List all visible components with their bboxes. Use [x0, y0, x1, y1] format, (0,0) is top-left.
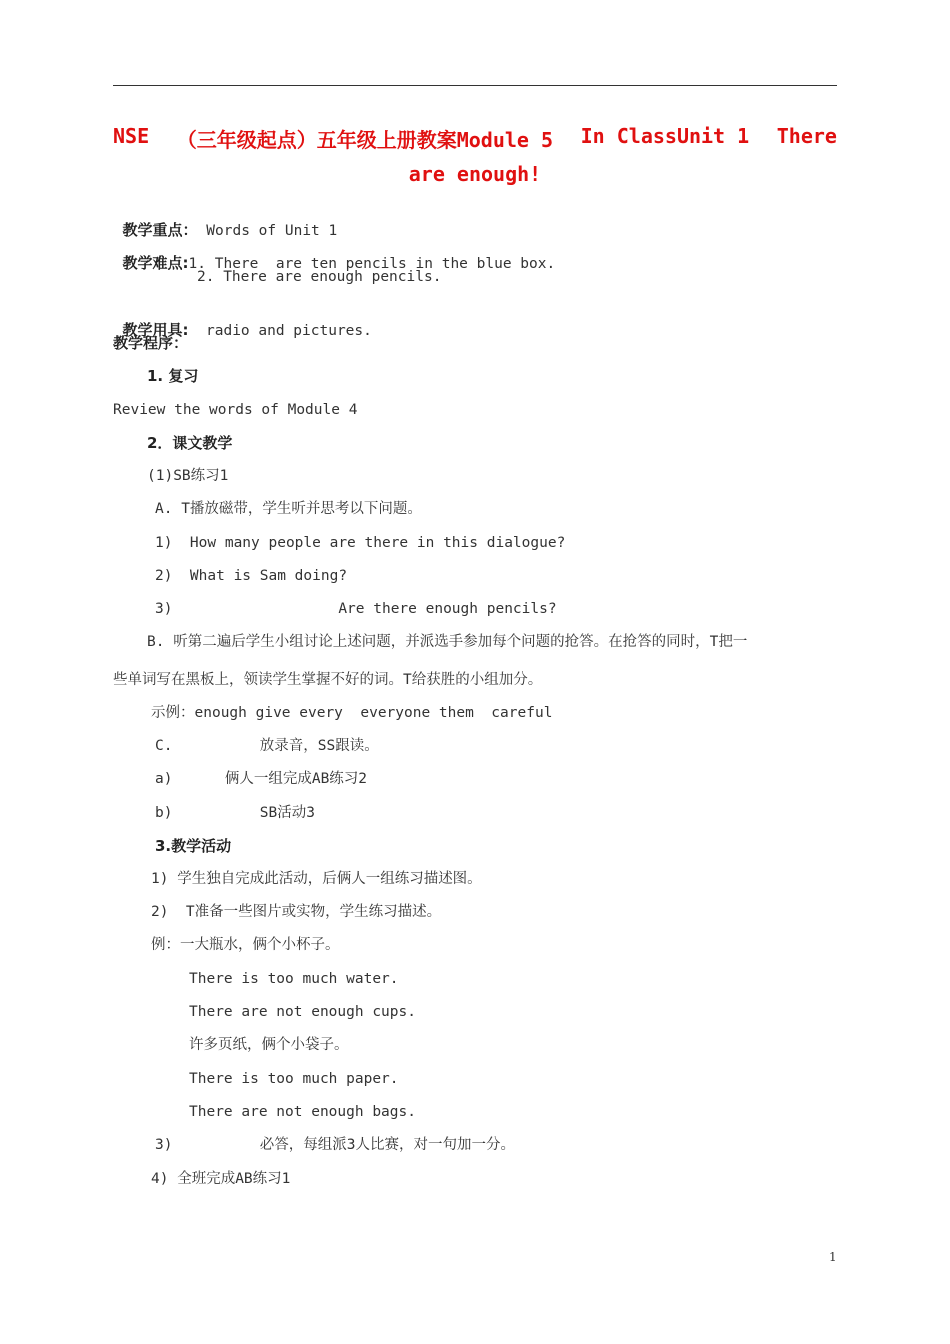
example-sentence-1: There is too much water.	[189, 971, 399, 987]
difficulty-label: 教学难点:	[122, 254, 189, 272]
title-part-4: There	[776, 124, 837, 148]
section-2-c: C. 放录音，SS跟读。	[155, 738, 379, 754]
section-2-a: A. T播放磁带，学生听并思考以下问题。	[155, 501, 422, 517]
procedure-label: 教学程序：	[113, 334, 189, 352]
section-3-item-2: 2) T准备一些图片或实物，学生练习描述。	[151, 904, 442, 920]
section-2-heading: 2．课文教学	[147, 434, 233, 452]
document-title-line2: are enough!	[408, 162, 542, 186]
section-3-item-1: 1) 学生独自完成此活动，后俩人一组练习描述图。	[151, 871, 482, 887]
difficulty-item-1: 1. There are ten pencils in the blue box.	[188, 256, 556, 272]
focus-value: Words of Unit 1	[197, 223, 338, 239]
difficulty-item-2: 2. There are enough pencils.	[197, 269, 442, 285]
question-1: 1) How many people are there in this dialogue?	[155, 535, 566, 551]
tools-value: radio and pictures.	[188, 323, 372, 339]
header-rule	[113, 85, 837, 86]
title-part-3: In ClassUnit 1	[580, 124, 750, 148]
section-1-heading: 1. 复习	[147, 367, 199, 385]
example-sentence-5: There are not enough bags.	[189, 1104, 416, 1120]
section-2-b-small: b) SB活动3	[155, 805, 315, 821]
example-sentence-2: There are not enough cups.	[189, 1004, 416, 1020]
section-2-sub1: (1)SB练习1	[147, 468, 229, 484]
question-3: 3) Are there enough pencils?	[155, 601, 557, 617]
document-title-line1	[113, 124, 837, 153]
title-part-1: NSE	[113, 124, 150, 148]
section-3-item-3: 3) 必答，每组派3人比赛，对一句加一分。	[155, 1137, 515, 1153]
example-words: 示例：enough give every everyone them careful	[151, 705, 553, 721]
focus-label: 教学重点：	[122, 221, 198, 239]
question-2: 2) What is Sam doing?	[155, 568, 348, 584]
section-3-example: 例：一大瓶水，俩个小杯子。	[151, 937, 340, 953]
section-2-b-line2: 些单词写在黑板上，领读学生掌握不好的词。T给获胜的小组加分。	[113, 672, 543, 688]
title-part-2: （三年级起点）五年级上册教案Module 5	[176, 128, 554, 152]
section-1-text: Review the words of Module 4	[113, 402, 358, 418]
tools-label: 教学用具:	[122, 321, 189, 339]
section-2-a-small: a) 俩人一组完成AB练习2	[155, 771, 368, 787]
section-3-heading: 3.教学活动	[155, 837, 232, 855]
page-number: 1	[829, 1250, 837, 1264]
example-sentence-4: There is too much paper.	[189, 1071, 399, 1087]
section-2-b-line1: B. 听第二遍后学生小组讨论上述问题，并派选手参加每个问题的抢答。在抢答的同时，T把一	[147, 634, 748, 650]
example-sentence-3: 许多页纸，俩个小袋子。	[189, 1037, 349, 1053]
section-3-item-4: 4) 全班完成AB练习1	[151, 1171, 291, 1187]
